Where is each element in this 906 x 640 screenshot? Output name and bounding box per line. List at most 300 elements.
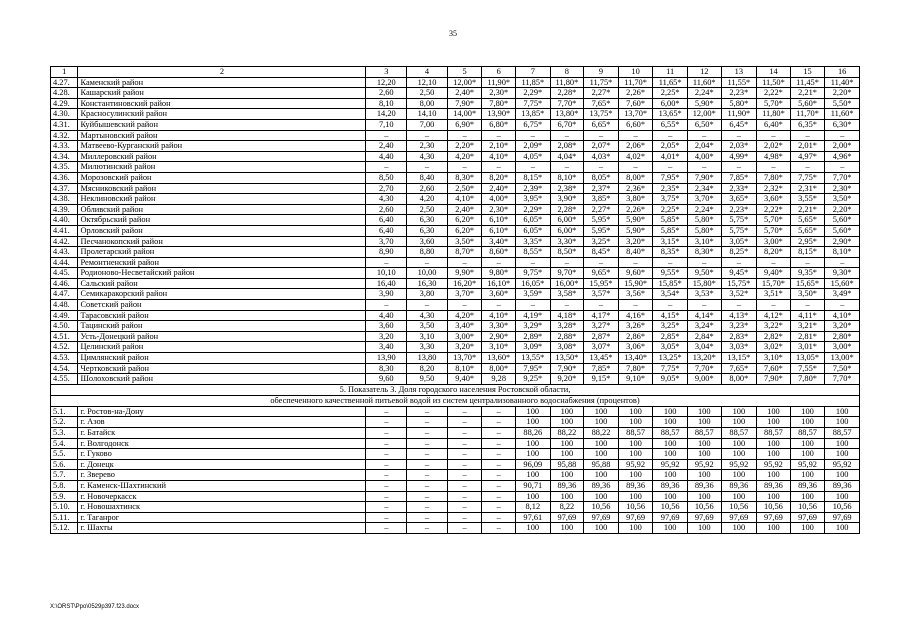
header-cell: 14 [757,67,791,78]
value-cell: – [757,162,791,173]
value-cell: 3,10 [407,331,448,342]
value-cell: 13,70* [618,109,653,120]
header-cell: 7 [516,67,551,78]
value-cell: 100 [550,523,584,534]
value-cell: 100 [653,470,688,481]
header-cell: 10 [618,67,653,78]
value-cell: 7,00 [407,119,448,130]
value-cell: 10,56 [790,502,825,513]
value-cell: 6,40 [366,215,407,226]
value-cell: 3,08* [550,342,584,353]
value-cell: 2,90* [825,236,860,247]
value-cell: 89,36 [825,480,860,491]
value-cell: 89,36 [790,480,825,491]
value-cell: 8,35* [653,247,688,258]
value-cell: 95,88 [550,459,584,470]
value-cell: – [407,417,448,428]
row-number: 5.4. [51,438,78,449]
value-cell: – [366,130,407,141]
value-cell: 7,65* [584,98,619,109]
value-cell: 2,60 [366,204,407,215]
table-row [51,172,860,183]
row-label: Тарасовский район [78,310,366,321]
value-cell: 9,40* [757,268,791,279]
row-label: Константиновский район [78,98,366,109]
value-cell: 10,56 [584,502,619,513]
table-row [51,141,860,152]
value-cell: 88,57 [721,428,757,439]
value-cell: 3,49* [825,289,860,300]
value-cell: 88,57 [653,428,688,439]
table-row [51,331,860,342]
value-cell: 8,50* [550,247,584,258]
value-cell: 6,80* [482,119,516,130]
value-cell: 90,71 [516,480,551,491]
value-cell: 3,95* [516,194,551,205]
value-cell: 13,05* [790,353,825,364]
value-cell: 100 [618,406,653,417]
value-cell: 100 [757,449,791,460]
value-cell: 100 [550,470,584,481]
value-cell: 4,20* [447,151,482,162]
value-cell: 7,70* [687,363,721,374]
value-cell: 100 [721,523,757,534]
value-cell: 3,70 [366,236,407,247]
value-cell: 2,40* [447,88,482,99]
value-cell: 4,96* [825,151,860,162]
value-cell: 3,60 [407,236,448,247]
value-cell: 97,61 [516,512,551,523]
table-row [51,268,860,279]
value-cell: – [584,257,619,268]
value-cell: – [721,300,757,311]
value-cell: 89,36 [584,480,619,491]
value-cell: – [366,417,407,428]
value-cell: – [407,523,448,534]
value-cell: 7,95* [516,363,551,374]
value-cell: 7,80* [790,374,825,385]
value-cell: – [482,300,516,311]
value-cell: 3,20* [447,342,482,353]
value-cell: 100 [618,523,653,534]
value-cell: 6,10* [482,225,516,236]
value-cell: 6,40* [757,119,791,130]
value-cell: 2,34* [687,183,721,194]
value-cell: 88,22 [584,428,619,439]
row-number: 4.35. [51,162,78,173]
row-label: Красносулинский район [78,109,366,120]
value-cell: 8,40 [407,172,448,183]
value-cell: 100 [653,449,688,460]
value-cell: – [366,470,407,481]
value-cell: 100 [618,417,653,428]
value-cell: 3,25* [653,321,688,332]
value-cell: 4,30 [366,194,407,205]
row-label: Куйбышевский район [78,119,366,130]
value-cell: 5,80* [721,98,757,109]
value-cell: 5,65* [790,215,825,226]
value-cell: 4,13* [721,310,757,321]
value-cell: 3,50 [407,321,448,332]
value-cell: 2,60 [407,183,448,194]
value-cell: 100 [825,406,860,417]
value-cell: 13,60* [482,353,516,364]
value-cell: 100 [687,438,721,449]
value-cell: 100 [757,470,791,481]
value-cell: 6,30 [407,225,448,236]
value-cell: 6,40 [366,225,407,236]
value-cell: 7,70* [825,172,860,183]
value-cell: 13,70* [447,353,482,364]
table-row [51,300,860,311]
row-number: 4.45. [51,268,78,279]
value-cell: 2,30* [482,88,516,99]
table-row [51,428,860,439]
value-cell: 8,10 [366,98,407,109]
value-cell: 3,65* [721,194,757,205]
table-row [51,162,860,173]
value-cell: 9,60* [618,268,653,279]
value-cell: 5,95* [584,215,619,226]
row-label: Пролетарский район [78,247,366,258]
header-cell: 5 [447,67,482,78]
value-cell: 2,25* [653,204,688,215]
value-cell: 97,69 [653,512,688,523]
value-cell: 4,20* [447,310,482,321]
value-cell: 100 [653,491,688,502]
value-cell: – [653,130,688,141]
table-row [51,342,860,353]
value-cell: 100 [825,449,860,460]
header-cell: 15 [790,67,825,78]
value-cell: 9,90* [447,268,482,279]
value-cell: 3,30 [407,342,448,353]
value-cell: 4,03* [584,151,619,162]
value-cell: 88,57 [618,428,653,439]
value-cell: 10,56 [721,502,757,513]
table-row [51,374,860,385]
table-row [51,289,860,300]
value-cell: 11,60* [687,77,721,88]
value-cell: 8,60* [482,247,516,258]
value-cell: 3,50* [790,289,825,300]
value-cell: 11,60* [825,109,860,120]
table-row [51,523,860,534]
value-cell: 7,55* [790,363,825,374]
value-cell: 95,88 [584,459,619,470]
value-cell: 3,40* [447,321,482,332]
value-cell: 11,55* [721,77,757,88]
value-cell: 9,10* [618,374,653,385]
row-number: 4.55. [51,374,78,385]
value-cell: 3,40 [366,342,407,353]
header-cell: 1 [51,67,78,78]
value-cell: 2,70 [366,183,407,194]
value-cell: 88,26 [516,428,551,439]
row-label: Семикаракорский район [78,289,366,300]
value-cell: 2,50 [407,88,448,99]
header-cell: 3 [366,67,407,78]
value-cell: 3,90* [550,194,584,205]
value-cell: 96,09 [516,459,551,470]
value-cell: – [482,406,516,417]
value-cell: – [366,459,407,470]
value-cell: 4,10* [447,194,482,205]
value-cell: 89,36 [618,480,653,491]
value-cell: 8,45* [584,247,619,258]
value-cell: 8,00* [618,172,653,183]
row-label: г. Таганрог [78,512,366,523]
value-cell: – [447,257,482,268]
value-cell: – [447,406,482,417]
row-label: Мартыновский район [78,130,366,141]
value-cell: 100 [757,438,791,449]
value-cell: 2,22* [757,204,791,215]
value-cell: 3,20* [618,236,653,247]
value-cell: 2,24* [687,204,721,215]
value-cell: 100 [550,438,584,449]
value-cell: 2,88* [550,331,584,342]
row-number: 4.30. [51,109,78,120]
value-cell: 4,12* [757,310,791,321]
row-number: 4.38. [51,194,78,205]
row-label: Мясниковский район [78,183,366,194]
value-cell: 4,20 [407,194,448,205]
value-cell: 8,15* [790,247,825,258]
value-cell: 2,30* [825,183,860,194]
table-row [51,215,860,226]
value-cell: 10,56 [687,502,721,513]
value-cell: 3,55* [790,194,825,205]
row-number: 4.27. [51,77,78,88]
value-cell: – [447,523,482,534]
value-cell: 100 [757,491,791,502]
value-cell: 7,95* [653,172,688,183]
value-cell: – [482,459,516,470]
value-cell: 2,10* [482,141,516,152]
value-cell: 8,22 [550,502,584,513]
value-cell: 3,30* [482,321,516,332]
value-cell: 11,50* [757,77,791,88]
value-cell: 6,00* [550,215,584,226]
value-cell: 2,36* [618,183,653,194]
value-cell: 2,86* [618,331,653,342]
value-cell: 6,50* [687,119,721,130]
value-cell: – [482,162,516,173]
table-row [51,406,860,417]
value-cell: 7,10 [366,119,407,130]
value-cell: – [366,438,407,449]
value-cell: 88,22 [550,428,584,439]
value-cell: 4,02* [618,151,653,162]
value-cell: 100 [584,523,619,534]
row-number: 5.2. [51,417,78,428]
row-number: 4.36. [51,172,78,183]
value-cell: 10,00 [407,268,448,279]
value-cell: 2,09* [516,141,551,152]
value-cell: 2,27* [584,204,619,215]
value-cell: 16,30 [407,278,448,289]
row-label: г. Каменск-Шахтинский [78,480,366,491]
section-title: обеспеченного качественной питьевой водой из систем централизованного водоснабжения (процентов) [51,395,860,406]
value-cell: – [482,523,516,534]
value-cell: 7,85* [721,172,757,183]
value-cell: – [407,257,448,268]
value-cell: 2,03* [721,141,757,152]
value-cell: 9,05* [653,374,688,385]
value-cell: – [721,162,757,173]
row-label: Матвеево-Курганский район [78,141,366,152]
row-number: 4.33. [51,141,78,152]
row-number: 4.53. [51,353,78,364]
row-label: Шолоховский район [78,374,366,385]
row-number: 4.54. [51,363,78,374]
header-cell: 16 [825,67,860,78]
header-cell: 8 [550,67,584,78]
value-cell: 8,10* [825,247,860,258]
value-cell: 89,36 [653,480,688,491]
table-row [51,204,860,215]
value-cell: 2,82* [757,331,791,342]
value-cell: 3,70* [447,289,482,300]
value-cell: 3,27* [584,321,619,332]
value-cell: – [407,459,448,470]
value-cell: 6,65* [584,119,619,130]
value-cell: 13,40* [618,353,653,364]
value-cell: 13,85* [516,109,551,120]
value-cell: – [366,300,407,311]
value-cell: 100 [584,406,619,417]
row-label: г. Новошахтинск [78,502,366,513]
file-path-footer: X:\ORST\Ppo\0529p397.f23.docx [50,604,140,610]
value-cell: 9,25* [516,374,551,385]
value-cell: 9,40* [447,374,482,385]
value-cell: 6,00* [653,98,688,109]
value-cell: 3,28* [550,321,584,332]
value-cell: 3,00* [757,236,791,247]
row-label: г. Ростов-на-Дону [78,406,366,417]
value-cell: 7,80* [757,172,791,183]
value-cell: – [825,257,860,268]
value-cell: 13,20* [687,353,721,364]
value-cell: 7,80* [482,98,516,109]
value-cell: – [790,300,825,311]
value-cell: 100 [790,523,825,534]
value-cell: 4,40 [366,151,407,162]
value-cell: – [447,459,482,470]
value-cell: 4,30 [407,151,448,162]
value-cell: 2,40* [482,183,516,194]
row-label: г. Новочеркасск [78,491,366,502]
row-label: г. Шахты [78,523,366,534]
value-cell: – [618,162,653,173]
row-number: 5.8. [51,480,78,491]
value-cell: – [482,257,516,268]
value-cell: 11,90* [721,109,757,120]
value-cell: – [407,502,448,513]
value-cell: 5,90* [618,225,653,236]
table-row [51,109,860,120]
value-cell: 15,70* [757,278,791,289]
value-cell: 12,20 [366,77,407,88]
value-cell: 14,00* [447,109,482,120]
value-cell: 4,14* [687,310,721,321]
value-cell: 13,15* [721,353,757,364]
value-cell: 88,57 [790,428,825,439]
value-cell: 3,10* [482,342,516,353]
value-cell: 8,40* [618,247,653,258]
value-cell: 15,80* [687,278,721,289]
value-cell: 3,20 [366,331,407,342]
value-cell: 3,21* [790,321,825,332]
value-cell: 7,50* [825,363,860,374]
table-row [51,225,860,236]
row-number: 4.49. [51,310,78,321]
value-cell: 4,30 [407,310,448,321]
value-cell: 13,80 [407,353,448,364]
value-cell: – [482,480,516,491]
value-cell: 100 [687,406,721,417]
value-cell: 4,10* [482,151,516,162]
value-cell: 3,90 [366,289,407,300]
page-number: 35 [449,29,457,38]
value-cell: 5,80* [687,225,721,236]
value-cell: 6,55* [653,119,688,130]
row-number: 4.43. [51,247,78,258]
value-cell: – [407,512,448,523]
value-cell: – [447,449,482,460]
table-row [51,417,860,428]
value-cell: – [482,470,516,481]
value-cell: 6,20* [447,215,482,226]
value-cell: 3,80 [407,289,448,300]
table-row [51,98,860,109]
table-row [51,459,860,470]
value-cell: – [447,130,482,141]
value-cell: 7,80* [618,363,653,374]
value-cell: 100 [618,470,653,481]
value-cell: 10,56 [825,502,860,513]
value-cell: 2,37* [584,183,619,194]
value-cell: – [550,257,584,268]
value-cell: 3,23* [721,321,757,332]
value-cell: 100 [653,406,688,417]
value-cell: 3,70* [687,194,721,205]
value-cell: 4,11* [790,310,825,321]
value-cell: 89,36 [687,480,721,491]
row-number: 4.46. [51,278,78,289]
value-cell: 4,19* [516,310,551,321]
value-cell: 88,57 [757,428,791,439]
row-number: 5.5. [51,449,78,460]
value-cell: – [790,257,825,268]
value-cell: 3,10* [757,353,791,364]
value-cell: 3,06* [618,342,653,353]
value-cell: 97,69 [757,512,791,523]
value-cell: – [407,428,448,439]
value-cell: 3,60 [366,321,407,332]
value-cell: 100 [653,417,688,428]
row-label: Родионово-Несветайский район [78,268,366,279]
row-label: Обливский район [78,204,366,215]
row-label: Орловский район [78,225,366,236]
value-cell: 100 [721,449,757,460]
value-cell: 11,70* [790,109,825,120]
value-cell: 2,40 [366,141,407,152]
value-cell: 100 [825,523,860,534]
value-cell: 7,70* [825,374,860,385]
value-cell: – [618,300,653,311]
